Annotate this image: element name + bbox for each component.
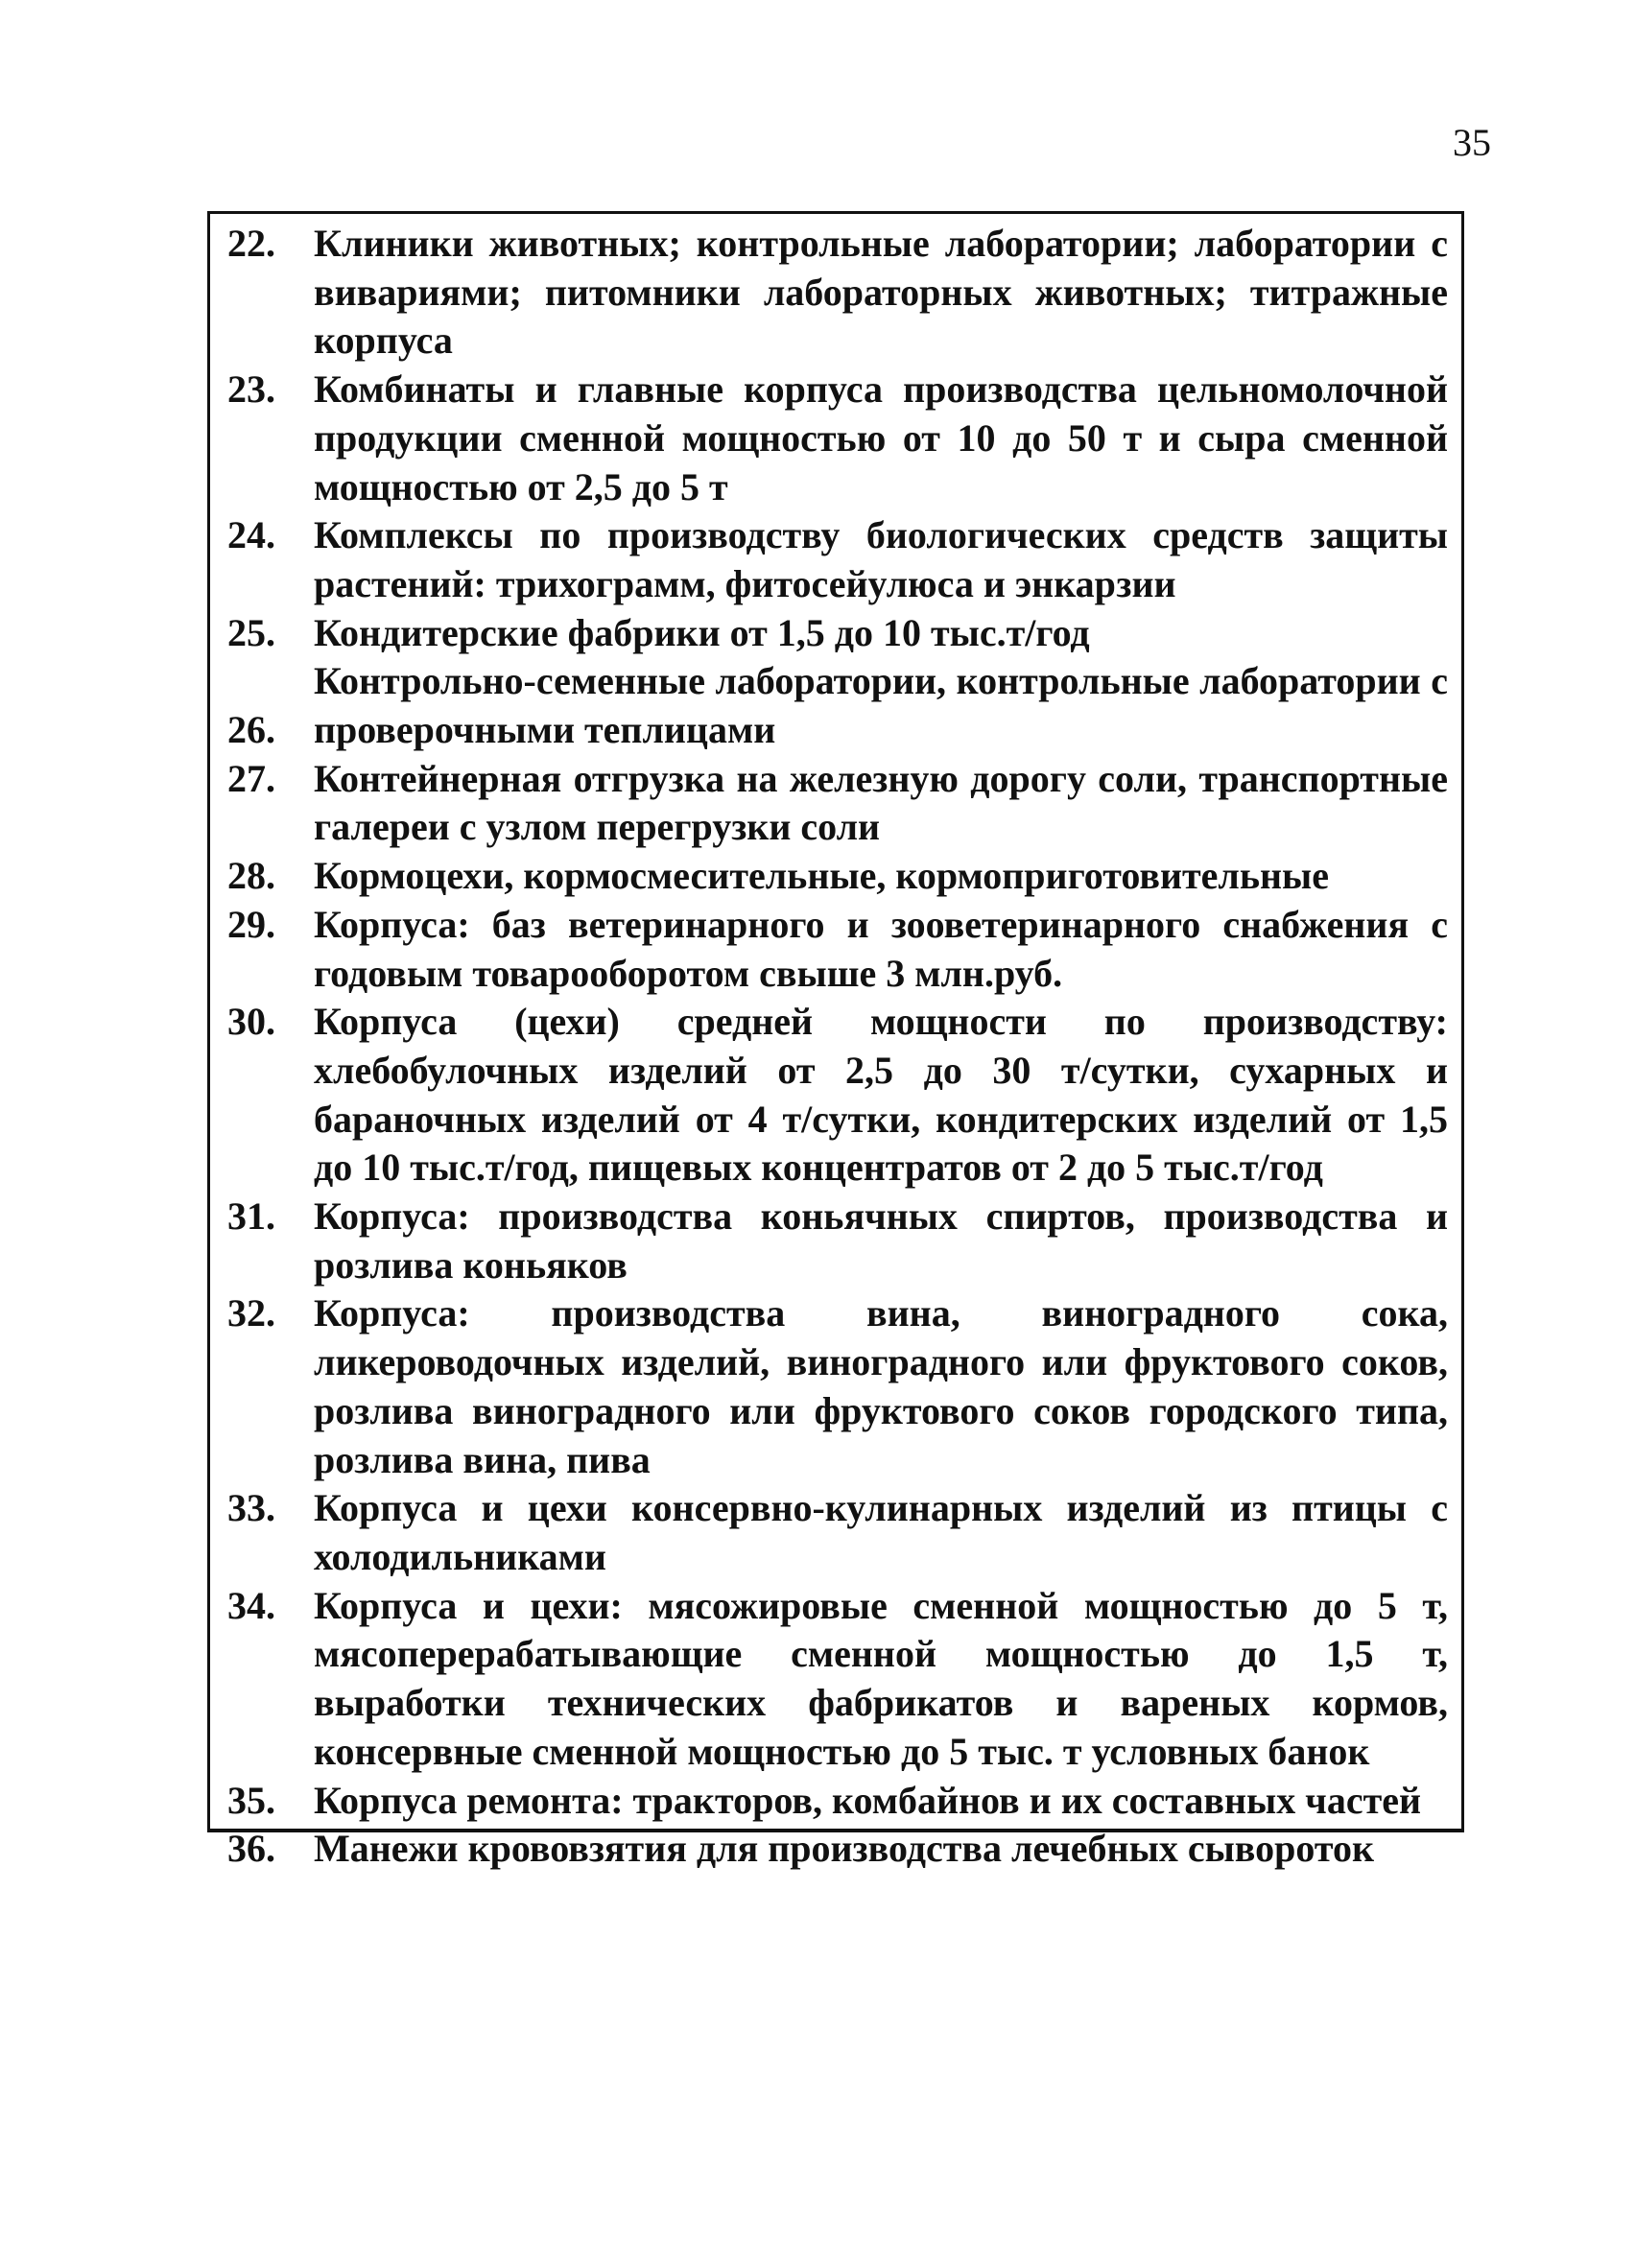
item-text: Корпуса: производства вина, виноградного сока, ликероводочных изделий, виноградного или фруктового соков, розлива виноградного или фруктового соков городского типа, розлива вина, пива [314, 1291, 1448, 1481]
list-item [210, 1484, 1461, 1581]
list-item [210, 1582, 1461, 1777]
item-text: Корпуса: баз ветеринарного и зооветеринарного снабжения с годовым товарооборотом свыше 3 млн.руб. [314, 902, 1448, 995]
list-item [210, 366, 1461, 511]
item-number: 23. [227, 367, 275, 412]
item-text: Контейнерная отгрузка на железную дорогу соли, транспортные галереи с узлом перегрузки соли [314, 756, 1448, 849]
item-number: 34. [227, 1583, 275, 1627]
list-item [210, 1825, 1461, 1874]
item-number: 35. [227, 1778, 275, 1822]
item-number: 32. [227, 1291, 275, 1335]
item-number: 31. [227, 1194, 275, 1239]
item-text: Контрольно-семенные лаборатории, контрольные лаборатории с проверочными теплицами [314, 659, 1448, 752]
list-item [210, 657, 1461, 754]
item-text: Комбинаты и главные корпуса производства цельномолочной продукции сменной мощностью от 10 до 50 т и сыра сменной мощностью от 2,5 до 5 т [314, 367, 1448, 508]
list-item [210, 1289, 1461, 1484]
item-number: 36. [227, 1827, 275, 1871]
item-number: 22. [227, 222, 275, 265]
item-text: Корпуса и цехи: мясожировые сменной мощностью до 5 т, мясоперерабатывающие сменной мощностью до 1,5 т, выработки технических фабрикатов и вареных кормов, консервные сменной мощностью до 5 тыс. т условных банок [314, 1583, 1448, 1773]
item-text: Кормоцехи, кормосмесительные, кормоприготовительные [314, 854, 1330, 898]
item-number: 30. [227, 1000, 275, 1044]
item-text: Клиники животных; контрольные лаборатории; лаборатории с вивариями; питомники лабораторных животных; титражные корпуса [314, 222, 1448, 363]
list-item [210, 998, 1461, 1193]
item-text: Манежи крововзятия для производства лечебных сывороток [314, 1827, 1375, 1871]
list-item [210, 220, 1461, 366]
item-text: Корпуса (цехи) средней мощности по производству: хлебобулочных изделий от 2,5 до 30 т/сутки, сухарных и бараночных изделий от 4 т/сутки, кондитерских изделий от 1,5 до 10 тыс.т/год, пищевых концентратов от 2 до 5 тыс.т/год [314, 1000, 1448, 1190]
item-number: 33. [227, 1486, 275, 1530]
item-text: Корпуса и цехи консервно-кулинарных изделий из птицы с холодильниками [314, 1486, 1448, 1578]
facility-list [210, 220, 1461, 1874]
item-text: Комплексы по производству биологических средств защиты растений: трихограмм, фитосейулюса и энкарзии [314, 513, 1448, 605]
list-item [210, 609, 1461, 658]
list-item [210, 1193, 1461, 1289]
item-text: Корпуса ремонта: тракторов, комбайнов и их составных частей [314, 1778, 1422, 1822]
item-text: Корпуса: производства коньячных спиртов, производства и розлива коньяков [314, 1194, 1448, 1287]
item-number: 27. [227, 756, 275, 800]
list-item [210, 901, 1461, 998]
item-text: Кондитерские фабрики от 1,5 до 10 тыс.т/год [314, 610, 1090, 654]
list-item [210, 1777, 1461, 1826]
list-item [210, 852, 1461, 901]
item-number: 29. [227, 902, 275, 946]
list-table [207, 211, 1464, 1871]
page-number: 35 [1453, 121, 1491, 164]
list-item [210, 511, 1461, 608]
item-number: 25. [227, 610, 275, 654]
list-item [210, 755, 1461, 852]
item-number: 24. [227, 513, 275, 557]
item-number: 26. [227, 708, 275, 752]
item-number: 28. [227, 854, 275, 898]
